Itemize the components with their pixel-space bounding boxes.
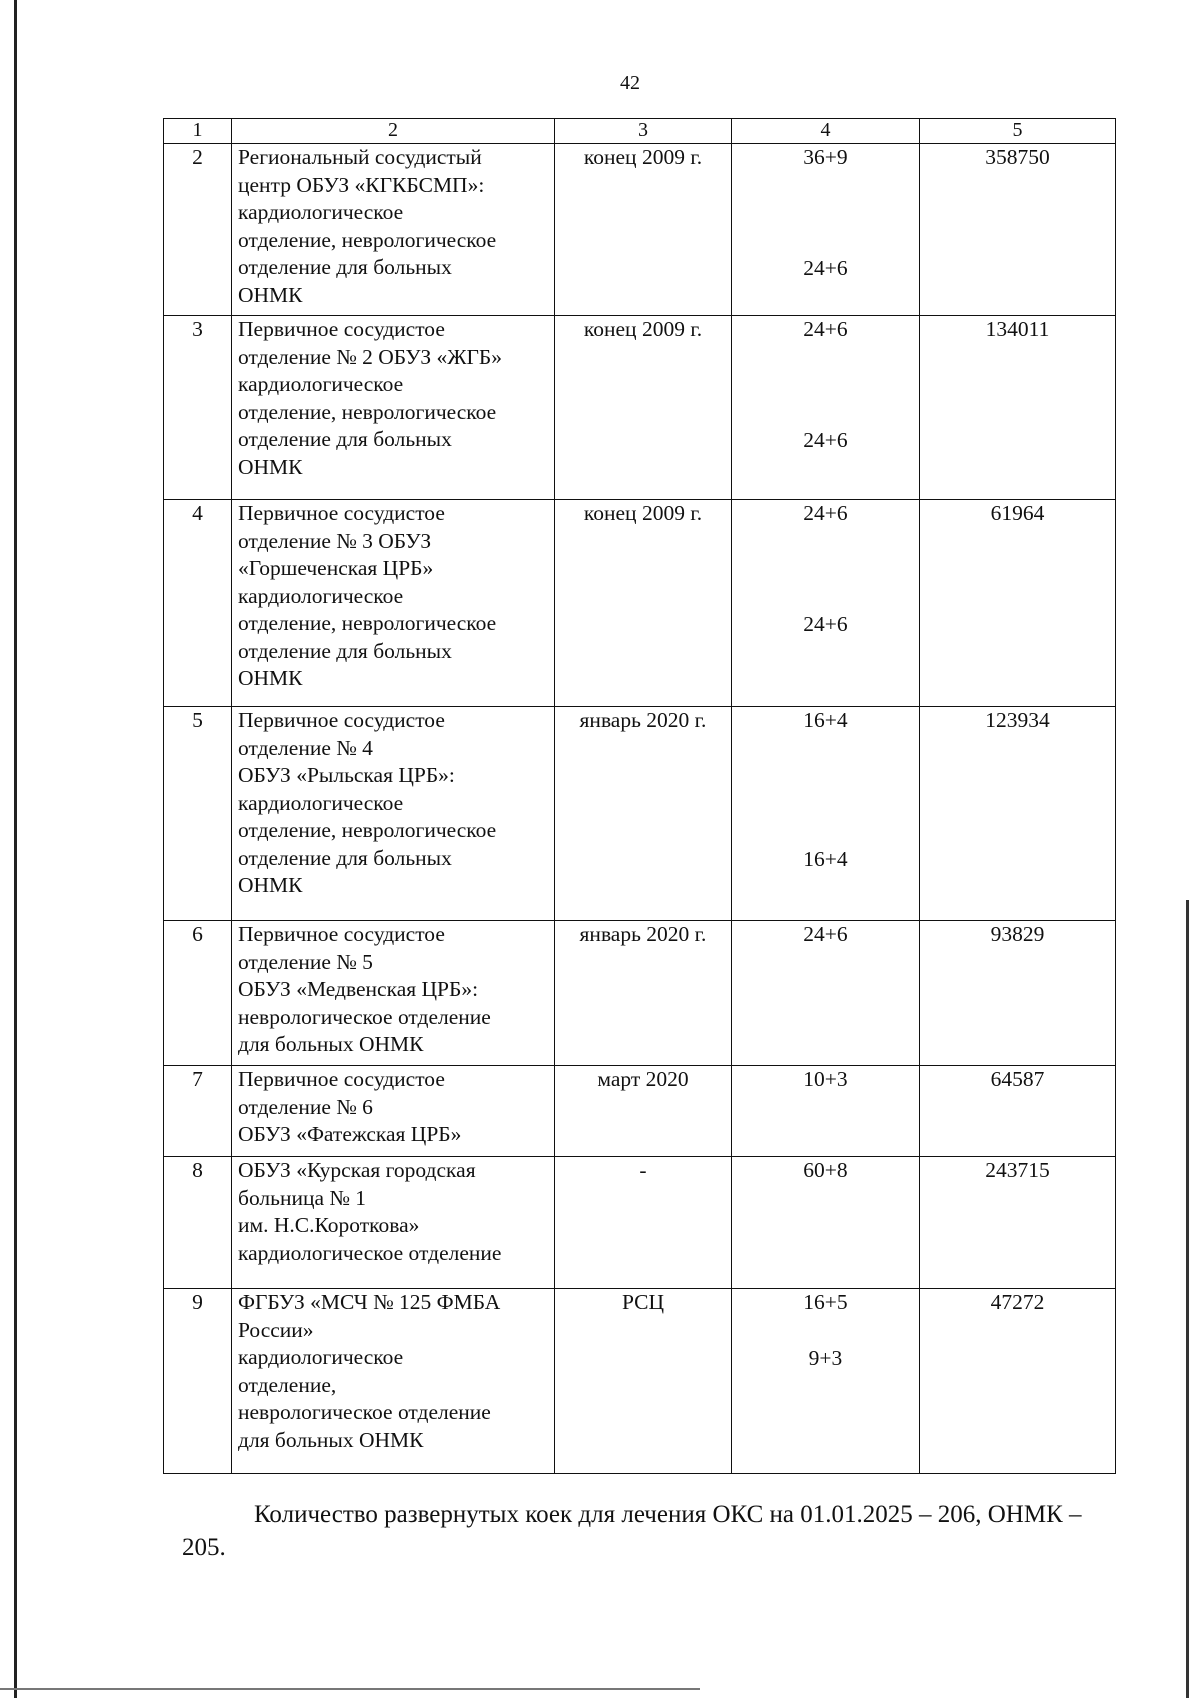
header-cell-2: 2 — [232, 119, 555, 144]
header-cell-4: 4 — [732, 119, 920, 144]
header-cell-3: 3 — [555, 119, 732, 144]
bed-count-cell — [732, 707, 920, 921]
table-row — [164, 1157, 1116, 1289]
bed-count-primary: 10+3 — [803, 1067, 848, 1091]
bed-count-cell — [732, 1289, 920, 1474]
population-value: 358750 — [920, 144, 1116, 316]
population-value: 47272 — [920, 1289, 1116, 1474]
commission-date: январь 2020 г. — [555, 921, 732, 1066]
header-cell-1: 1 — [164, 119, 232, 144]
row-number: 2 — [164, 144, 232, 316]
scan-edge-left — [14, 0, 17, 1698]
population-value: 61964 — [920, 500, 1116, 707]
bed-count-primary: 24+6 — [803, 501, 848, 525]
bed-count-secondary: 9+3 — [808, 1345, 843, 1370]
page-number: 42 — [620, 72, 640, 94]
commission-date: конец 2009 г. — [555, 144, 732, 316]
bed-count-secondary: 24+6 — [803, 611, 848, 636]
population-value: 64587 — [920, 1066, 1116, 1157]
facility-name: Первичное сосудистое отделение № 4 ОБУЗ «Рыльская ЦРБ»: кардиологическое отделение, неврологическое отделение для больных ОНМК — [232, 707, 555, 921]
facility-name: Первичное сосудистое отделение № 3 ОБУЗ «Горшеченская ЦРБ» кардиологическое отделение, неврологическое отделение для больных ОНМК — [232, 500, 555, 707]
facilities-table — [163, 118, 1116, 1474]
row-number: 3 — [164, 316, 232, 500]
commission-date: конец 2009 г. — [555, 500, 732, 707]
bed-count-secondary: 24+6 — [803, 427, 848, 452]
bed-count-primary: 16+4 — [803, 708, 848, 732]
bed-count-cell — [732, 1157, 920, 1289]
bed-count-cell — [732, 316, 920, 500]
table-row — [164, 707, 1116, 921]
facility-name: Первичное сосудистое отделение № 6 ОБУЗ «Фатежская ЦРБ» — [232, 1066, 555, 1157]
facility-name: ОБУЗ «Курская городская больница № 1 им. Н.С.Короткова» кардиологическое отделение — [232, 1157, 555, 1289]
row-number: 9 — [164, 1289, 232, 1474]
row-number: 8 — [164, 1157, 232, 1289]
footer-summary: Количество развернутых коек для лечения ОКС на 01.01.2025 – 206, ОНМК – 205. — [182, 1501, 1082, 1561]
table-row — [164, 1289, 1116, 1474]
scan-edge-right — [1186, 900, 1189, 1698]
table-row — [164, 316, 1116, 500]
population-value: 93829 — [920, 921, 1116, 1066]
bed-count-primary: 24+6 — [803, 922, 848, 946]
commission-date: конец 2009 г. — [555, 316, 732, 500]
row-number: 6 — [164, 921, 232, 1066]
table-row — [164, 144, 1116, 316]
table-header-row — [164, 119, 1116, 144]
population-value: 123934 — [920, 707, 1116, 921]
row-number: 4 — [164, 500, 232, 707]
header-cell-5: 5 — [920, 119, 1116, 144]
bed-count-secondary: 24+6 — [803, 255, 848, 280]
bed-count-cell — [732, 1066, 920, 1157]
table-row — [164, 500, 1116, 707]
commission-date: январь 2020 г. — [555, 707, 732, 921]
facility-name: Региональный сосудистый центр ОБУЗ «КГКБСМП»: кардиологическое отделение, неврологическое отделение для больных ОНМК — [232, 144, 555, 316]
bed-count-cell — [732, 921, 920, 1066]
bed-count-cell — [732, 144, 920, 316]
row-number: 5 — [164, 707, 232, 921]
table-row — [164, 921, 1116, 1066]
table-row — [164, 1066, 1116, 1157]
population-value: 134011 — [920, 316, 1116, 500]
bed-count-primary: 24+6 — [803, 317, 848, 341]
bed-count-primary: 16+5 — [803, 1290, 848, 1314]
bed-count-cell — [732, 500, 920, 707]
bed-count-primary: 60+8 — [803, 1158, 848, 1182]
facility-name: ФГБУЗ «МСЧ № 125 ФМБА России» кардиологическое отделение, неврологическое отделение для больных ОНМК — [232, 1289, 555, 1474]
row-number: 7 — [164, 1066, 232, 1157]
population-value: 243715 — [920, 1157, 1116, 1289]
commission-date: март 2020 — [555, 1066, 732, 1157]
commission-date: - — [555, 1157, 732, 1289]
scan-edge-bottom — [0, 1688, 700, 1690]
bed-count-primary: 36+9 — [803, 145, 848, 169]
commission-date: РСЦ — [555, 1289, 732, 1474]
facility-name: Первичное сосудистое отделение № 2 ОБУЗ «ЖГБ» кардиологическое отделение, неврологическое отделение для больных ОНМК — [232, 316, 555, 500]
bed-count-secondary: 16+4 — [803, 846, 848, 871]
facility-name: Первичное сосудистое отделение № 5 ОБУЗ «Медвенская ЦРБ»: неврологическое отделение для больных ОНМК — [232, 921, 555, 1066]
